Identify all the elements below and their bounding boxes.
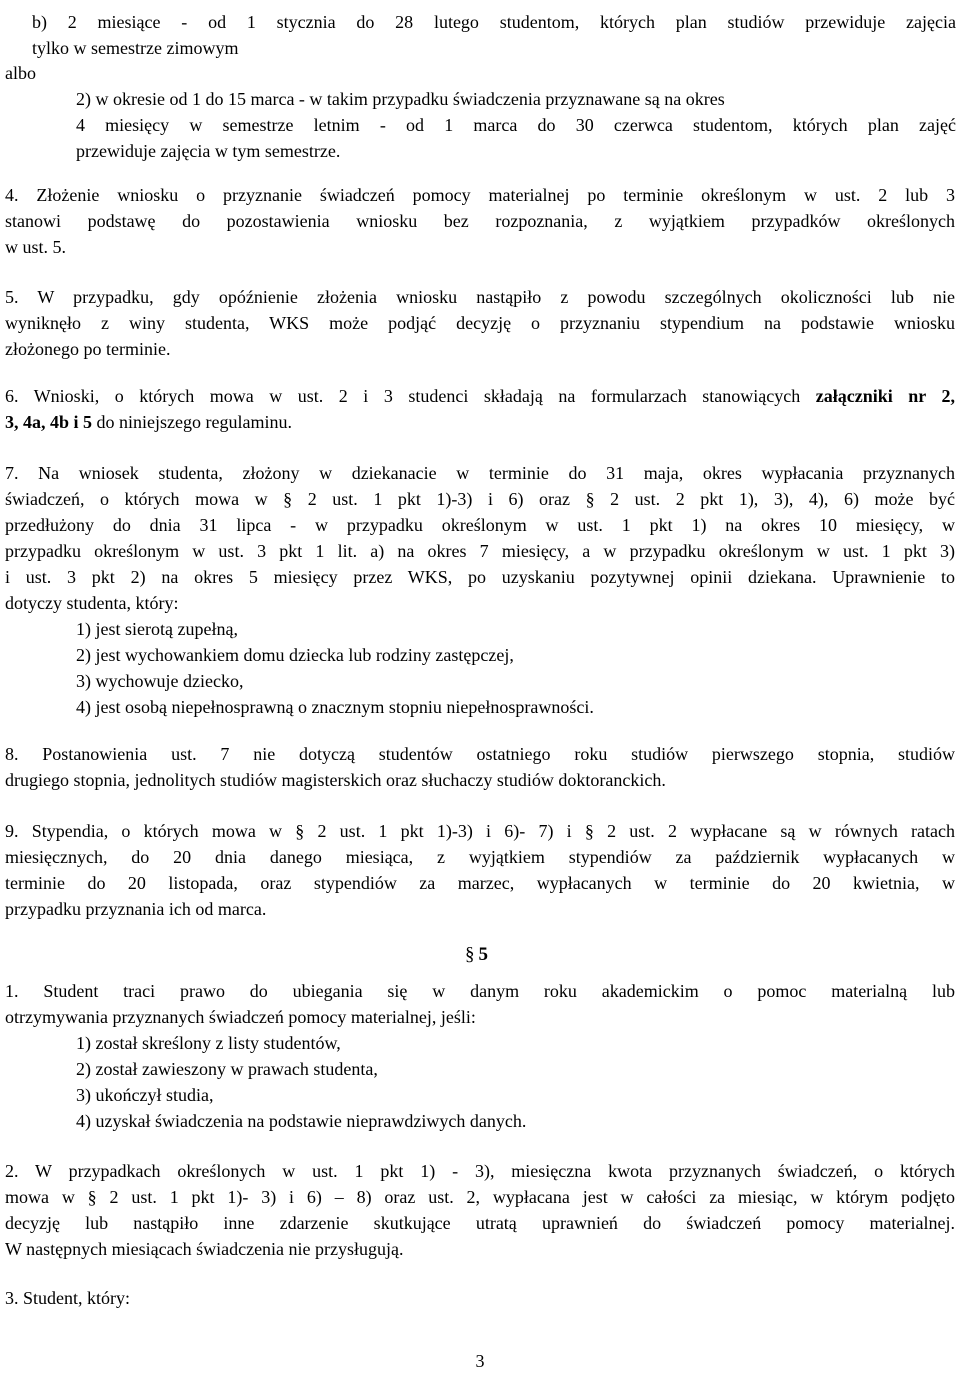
text-line: 9. Stypendia, o których mowa w § 2 ust. 1 pkt 1)-3) i 6)- 7) i § 2 ust. 2 wypłacane są w równych ratach — [5, 821, 955, 841]
text-line: wyniknęło z winy studenta, WKS może podjąć decyzję o przyznaniu stypendium na podstawie wniosku — [5, 313, 955, 333]
text-line: terminie do 20 listopada, oraz stypendiów za marzec, wypłacanych w terminie do 20 kwietnia, w — [5, 873, 955, 893]
text-line: 1) został skreślony z listy studentów, — [76, 1033, 341, 1053]
section-heading — [465, 942, 488, 968]
text-line: dotyczy studenta, który: — [5, 593, 179, 613]
text-line: 3) wychowuje dziecko, — [76, 671, 244, 691]
text-line: przypadku określonym w ust. 3 pkt 1 lit. a) na okres 7 miesięcy, a w przypadku określonym w ust. 1 pkt 3) — [5, 541, 955, 561]
text-line: 8. Postanowienia ust. 7 nie dotyczą studentów ostatniego roku studiów pierwszego stopnia, studiów — [5, 744, 955, 764]
text-line: 2) w okresie od 1 do 15 marca - w takim przypadku świadczenia przyznawane są na okres — [76, 89, 725, 109]
text-line: 4. Złożenie wniosku o przyznanie świadczeń pomocy materialnej po terminie określonym w ust. 2 lub 3 — [5, 185, 955, 205]
page-number: 3 — [475, 1351, 485, 1371]
text-line: 4) uzyskał świadczenia na podstawie nieprawdziwych danych. — [76, 1111, 527, 1131]
text-line: b) 2 miesiące - od 1 stycznia do 28 lutego studentom, których plan studiów przewiduje zajęcia — [32, 12, 956, 32]
text-line: 3. Student, który: — [5, 1288, 130, 1308]
text-line: 3, 4a, 4b i 5 do niniejszego regulaminu. — [5, 412, 292, 432]
section-sign: § — [465, 944, 475, 965]
text-line: przedłużony do dnia 31 lipca - w przypadku określonym w ust. 1 pkt 1) na okres 10 miesięcy, w — [5, 515, 955, 535]
text-line: mowa w § 2 ust. 1 pkt 1)- 3) i 6) – 8) oraz ust. 2, wypłacana jest w całości za miesiąc, w którym podjęto — [5, 1187, 955, 1207]
text-line: 1. Student traci prawo do ubiegania się w danym roku akademickim o pomoc materialną lub — [5, 981, 955, 1001]
text-line: miesięcznych, do 20 dnia danego miesiąca, z wyjątkiem stypendiów za październik wypłacanych w — [5, 847, 955, 867]
text-line: 4 miesięcy w semestrze letnim - od 1 marca do 30 czerwca studentom, których plan zajęć — [76, 115, 956, 135]
text-line: i ust. 3 pkt 2) na okres 5 miesięcy przez WKS, po uzyskaniu pozytywnej opinii dziekana. Uprawnienie to — [5, 567, 955, 587]
text-line: stanowi podstawę do pozostawienia wniosku bez rozpoznania, z wyjątkiem przypadków określonych — [5, 211, 955, 231]
text-line: przypadku przyznania ich od marca. — [5, 899, 267, 919]
text-line: świadczeń, o których mowa w § 2 ust. 1 pkt 1)-3) i 6) oraz § 2 ust. 2 pkt 1), 3), 4), 6) może być — [5, 489, 955, 509]
text-line: 6. Wnioski, o których mowa w ust. 2 i 3 studenci składają na formularzach stanowiących załączniki nr 2, — [5, 386, 955, 406]
text-line: albo — [5, 63, 36, 83]
section-number: 5 — [478, 944, 488, 965]
text-line: 1) jest sierotą zupełną, — [76, 619, 238, 639]
text-line: 3) ukończył studia, — [76, 1085, 214, 1105]
text-line: 2. W przypadkach określonych w ust. 1 pkt 1) - 3), miesięczna kwota przyznanych świadczeń, o których — [5, 1161, 955, 1181]
text-line: drugiego stopnia, jednolitych studiów magisterskich oraz słuchaczy studiów doktoranckich. — [5, 770, 666, 790]
text-line: decyzję lub nastąpiło inne zdarzenie skutkujące utratą uprawnień do świadczeń pomocy materialnej. — [5, 1213, 955, 1233]
text-line: 5. W przypadku, gdy opóźnienie złożenia wniosku nastąpiło z powodu szczególnych okoliczności lub nie — [5, 287, 955, 307]
text-line: przewiduje zajęcia w tym semestrze. — [76, 141, 341, 161]
text-line: 2) został zawieszony w prawach studenta, — [76, 1059, 378, 1079]
text-line: 2) jest wychowankiem domu dziecka lub rodziny zastępczej, — [76, 645, 514, 665]
text-line: w ust. 5. — [5, 237, 67, 257]
text-line: W następnych miesiącach świadczenia nie przysługują. — [5, 1239, 404, 1259]
text-line: tylko w semestrze zimowym — [32, 38, 239, 58]
text-line: 4) jest osobą niepełnosprawną o znacznym stopniu niepełnosprawności. — [76, 697, 594, 717]
text-line: złożonego po terminie. — [5, 339, 171, 359]
text-line: 7. Na wniosek studenta, złożony w dziekanacie w terminie do 31 maja, okres wypłacania przyznanych — [5, 463, 955, 483]
text-line: otrzymywania przyznanych świadczeń pomocy materialnej, jeśli: — [5, 1007, 476, 1027]
